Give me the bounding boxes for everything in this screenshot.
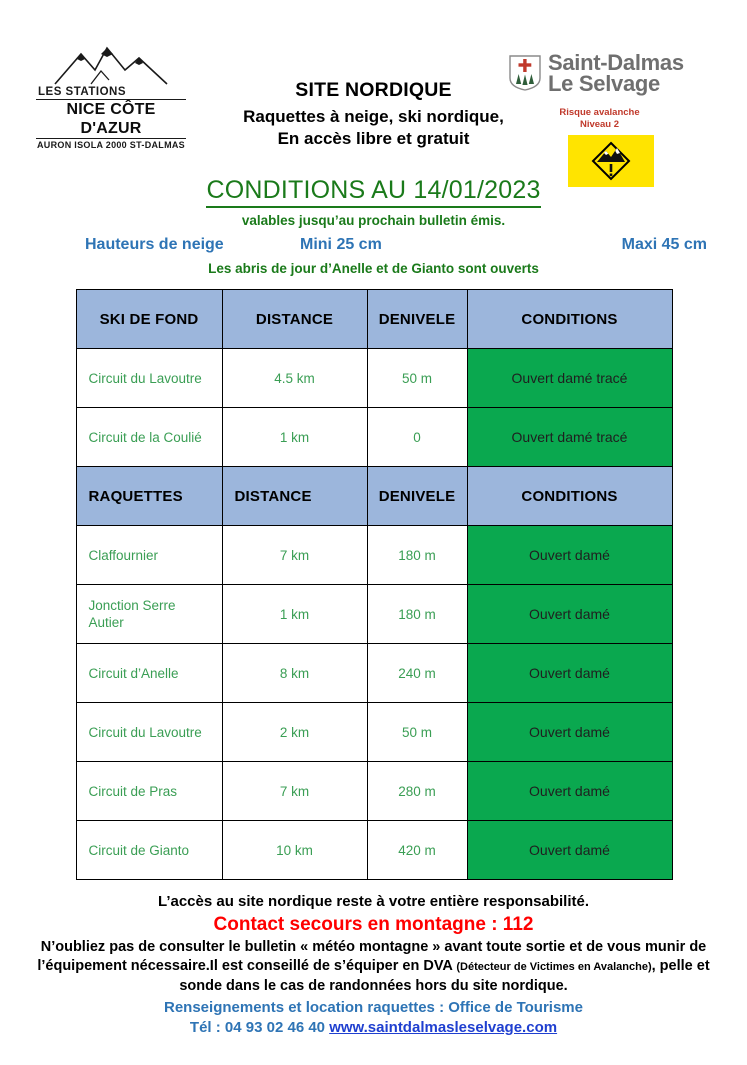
header-cell-distance: DISTANCE xyxy=(222,290,367,349)
page-title: SITE NORDIQUE xyxy=(295,79,452,101)
crest-name-line-2: Le Selvage xyxy=(548,71,660,96)
validity-note: valables jusqu’au prochain bulletin émis. xyxy=(241,213,506,228)
table-row xyxy=(76,703,672,762)
tourism-office-info: Renseignements et location raquettes : Office de Tourisme xyxy=(164,999,583,1016)
cell-denivele: 50 m xyxy=(367,703,467,762)
avalanche-risk-label: Risque avalanche xyxy=(559,107,640,118)
cell-route-name: Circuit du Lavoutre xyxy=(76,349,222,408)
table-row xyxy=(76,526,672,585)
cell-route-name: Jonction Serre Autier xyxy=(76,585,222,644)
cell-denivele: 180 m xyxy=(367,526,467,585)
cell-condition: Ouvert damé xyxy=(467,644,672,703)
cell-condition: Ouvert damé xyxy=(467,762,672,821)
crest-name xyxy=(548,52,684,94)
crest-row xyxy=(508,52,713,94)
cell-denivele: 50 m xyxy=(367,349,467,408)
avalanche-warning-sign xyxy=(568,135,654,187)
subtitle-line-2: En accès libre et gratuit xyxy=(277,129,470,148)
dva-definition: (Détecteur de Victimes en Avalanche) xyxy=(456,961,652,973)
saint-dalmas-le-selvage-logo xyxy=(508,52,713,187)
conditions-heading: CONDITIONS AU 14/01/2023 xyxy=(206,176,540,208)
header-cell-denivele: DENIVELE xyxy=(367,290,467,349)
cell-route-name: Circuit de Gianto xyxy=(76,821,222,880)
cell-route-name: Circuit de Pras xyxy=(76,762,222,821)
cell-route-name: Circuit d’Anelle xyxy=(76,644,222,703)
header-cell-denivele: DENIVELE xyxy=(367,467,467,526)
responsibility-notice: L’accès au site nordique reste à votre entière responsabilité. xyxy=(157,893,589,910)
shelters-note: Les abris de jour d’Anelle et de Gianto sont ouverts xyxy=(208,261,539,276)
cell-route-name: Circuit du Lavoutre xyxy=(76,703,222,762)
cell-distance: 1 km xyxy=(222,408,367,467)
avalanche-risk-level: Niveau 2 xyxy=(579,119,620,130)
cell-distance: 1 km xyxy=(222,585,367,644)
coat-of-arms-icon xyxy=(508,54,542,92)
table-row xyxy=(76,821,672,880)
cell-distance: 2 km xyxy=(222,703,367,762)
cell-condition: Ouvert damé xyxy=(467,585,672,644)
cell-denivele: 0 xyxy=(367,408,467,467)
cell-distance: 4.5 km xyxy=(222,349,367,408)
cell-denivele: 280 m xyxy=(367,762,467,821)
document-footer xyxy=(0,892,747,1038)
cell-distance: 7 km xyxy=(222,762,367,821)
cell-condition: Ouvert damé tracé xyxy=(467,408,672,467)
snow-heights-row xyxy=(0,236,747,254)
contact-line xyxy=(26,1018,721,1038)
table-row xyxy=(76,644,672,703)
snow-min-value: Mini 25 cm xyxy=(300,236,382,253)
cell-distance: 7 km xyxy=(222,526,367,585)
cell-denivele: 180 m xyxy=(367,585,467,644)
avalanche-hazard-icon xyxy=(589,139,633,183)
table-header-raquettes xyxy=(76,467,672,526)
cell-condition: Ouvert damé xyxy=(467,703,672,762)
safety-advice-part-1: N’oubliez pas de consulter le bulletin « météo montagne » avant toute sortie et de vous munir de l’équipement nécessaire.Il est conseillé de s’équiper en DVA xyxy=(37,939,707,974)
snow-heights-label: Hauteurs de neige xyxy=(85,236,224,253)
cell-denivele: 240 m xyxy=(367,644,467,703)
cell-denivele: 420 m xyxy=(367,821,467,880)
table-header-ski-de-fond xyxy=(76,290,672,349)
avalanche-risk-text xyxy=(508,107,691,131)
cell-route-name: Circuit de la Coulié xyxy=(76,408,222,467)
header-cell-distance: DISTANCE xyxy=(222,467,367,526)
cell-route-name: Claffournier xyxy=(76,526,222,585)
logo-line-nice-cote-dazur: NICE CÔTE D'AZUR xyxy=(36,100,186,139)
emergency-contact: Contact secours en montagne : 112 xyxy=(213,914,534,935)
crest-name-line-1: Saint-Dalmas xyxy=(548,50,684,75)
phone-number: Tél : 04 93 02 46 40 xyxy=(189,1019,330,1036)
cell-condition: Ouvert damé xyxy=(467,821,672,880)
cell-distance: 10 km xyxy=(222,821,367,880)
table-row xyxy=(76,585,672,644)
safety-advice-part-2: , pelle et sonde dans le cas de randonnées hors du site nordique. xyxy=(179,958,710,994)
logo-line-resorts: AURON ISOLA 2000 ST-DALMAS xyxy=(37,140,185,150)
cell-distance: 8 km xyxy=(222,644,367,703)
conditions-table xyxy=(76,289,673,880)
table-row xyxy=(76,408,672,467)
cell-condition: Ouvert damé tracé xyxy=(467,349,672,408)
subtitle-line-1: Raquettes à neige, ski nordique, xyxy=(243,107,504,126)
cell-condition: Ouvert damé xyxy=(467,526,672,585)
conditions-table-wrapper xyxy=(76,289,672,880)
table-row xyxy=(76,349,672,408)
header-cell-conditions: CONDITIONS xyxy=(467,467,672,526)
website-link[interactable]: www.saintdalmasleselvage.com xyxy=(329,1019,558,1036)
safety-advice xyxy=(26,938,721,996)
snow-max-value: Maxi 45 cm xyxy=(621,236,707,253)
header-cell-activity: RAQUETTES xyxy=(76,467,222,526)
header-cell-conditions: CONDITIONS xyxy=(467,290,672,349)
document-header xyxy=(0,0,747,170)
header-cell-activity: SKI DE FOND xyxy=(76,290,222,349)
logo-line-les-stations: LES STATIONS xyxy=(36,86,186,100)
table-row xyxy=(76,762,672,821)
